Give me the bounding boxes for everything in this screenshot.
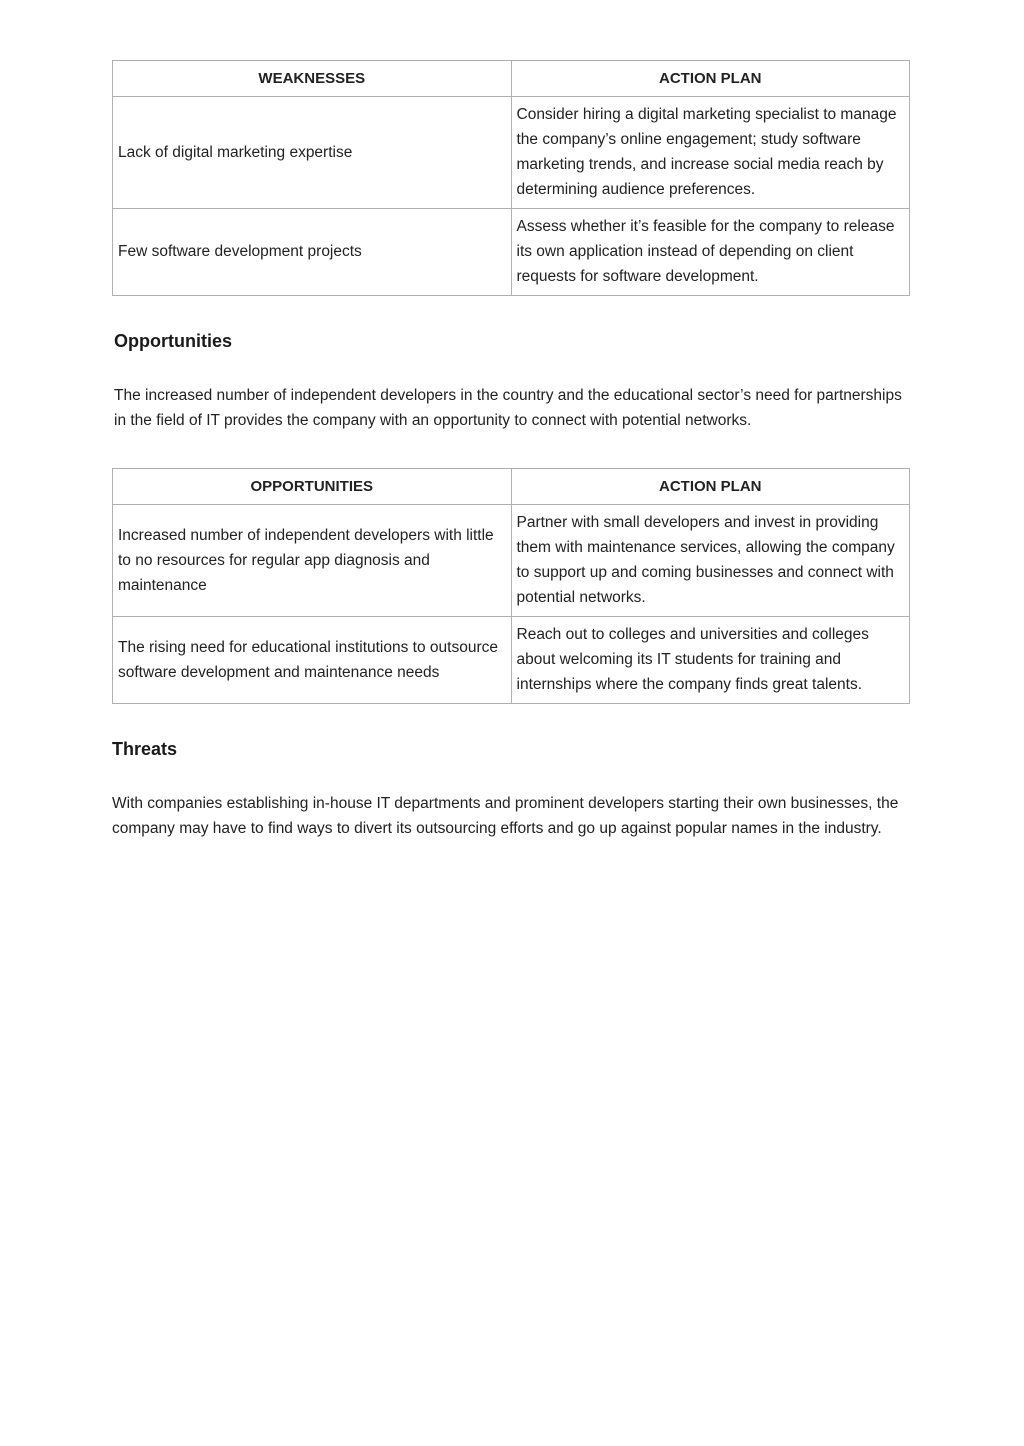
table-cell: Lack of digital marketing expertise: [113, 97, 512, 209]
opportunities-heading: Opportunities: [114, 331, 232, 351]
table-cell: Partner with small developers and invest in providing them with maintenance services, allowing the company to support up and coming businesses and connect with potential networks.: [511, 505, 910, 617]
header-opportunities: OPPORTUNITIES: [113, 469, 512, 505]
header-action-plan: ACTION PLAN: [511, 61, 910, 97]
header-weaknesses: WEAKNESSES: [113, 61, 512, 97]
opportunities-table: [112, 468, 910, 704]
header-action-plan: ACTION PLAN: [511, 469, 910, 505]
table-row: [113, 209, 910, 296]
table-cell: Few software development projects: [113, 209, 512, 296]
threats-heading: Threats: [112, 739, 178, 759]
threats-paragraph: With companies establishing in-house IT departments and prominent developers starting their own businesses, the company may have to find ways to divert its outsourcing efforts and go up against popular names in the industry.: [112, 795, 899, 837]
table-cell: Assess whether it’s feasible for the company to release its own application instead of depending on client requests for software development.: [511, 209, 910, 296]
table-row: [113, 97, 910, 209]
weaknesses-table: [112, 60, 910, 296]
opportunities-paragraph: The increased number of independent developers in the country and the educational sector’s need for partnerships in the field of IT provides the company with an opportunity to connect with potential networks.: [114, 387, 902, 429]
table-cell: Increased number of independent developers with little to no resources for regular app diagnosis and maintenance: [113, 505, 512, 617]
table-cell: The rising need for educational institutions to outsource software development and maintenance needs: [113, 617, 512, 704]
table-row: [113, 505, 910, 617]
table-row: [113, 617, 910, 704]
table-cell: Reach out to colleges and universities and colleges about welcoming its IT students for training and internships where the company finds great talents.: [511, 617, 910, 704]
table-header-row: [113, 61, 910, 97]
table-cell: Consider hiring a digital marketing specialist to manage the company’s online engagement; study software marketing trends, and increase social media reach by determining audience preferences.: [511, 97, 910, 209]
table-header-row: [113, 469, 910, 505]
